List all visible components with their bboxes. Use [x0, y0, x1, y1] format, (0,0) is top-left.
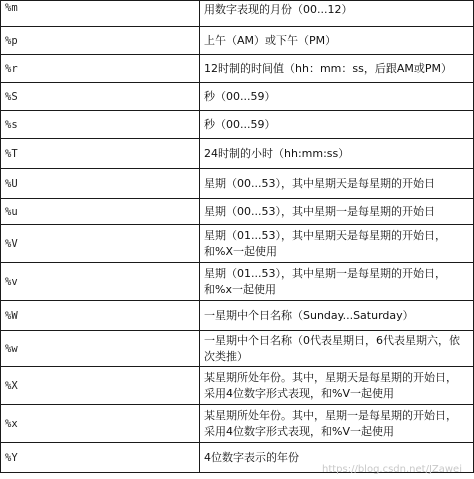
format-code-cell: %S — [1, 83, 200, 111]
description-line: 星期（01...53），其中星期天是每星期的开始日， — [204, 228, 446, 242]
description-line: 和%X一起使用 — [204, 244, 277, 258]
table-row — [1, 55, 474, 83]
table-row — [1, 139, 474, 169]
description-cell — [200, 83, 474, 111]
format-code-cell: %r — [1, 55, 200, 83]
watermark-text: https://blog.csdn.net/JZawei — [321, 464, 462, 475]
format-code-cell: %w — [1, 331, 200, 367]
description-line: 某星期所处年份。其中，星期一是每星期的开始日， — [204, 408, 457, 422]
format-code-cell: %v — [1, 263, 200, 301]
format-code-cell: %p — [1, 27, 200, 55]
format-code-cell: %s — [1, 111, 200, 139]
description-cell — [200, 225, 474, 263]
table-row — [1, 331, 474, 367]
description-line: 一星期中个日名称（0代表星期日，6代表星期六，依 — [204, 333, 460, 347]
table-row — [1, 169, 474, 199]
format-code-cell: %W — [1, 301, 200, 331]
description-line: 星期（01...53），其中星期一是每星期的开始日， — [204, 266, 446, 280]
description-line: 采用4位数字形式表现，和%V一起使用 — [204, 386, 394, 400]
description-line: 某星期所处年份。其中，星期天是每星期的开始日， — [204, 370, 457, 384]
format-code-cell: %U — [1, 169, 200, 199]
table-row — [1, 367, 474, 405]
table-row — [1, 83, 474, 111]
description-line: 一星期中个日名称（Sunday...Saturday） — [204, 308, 414, 322]
format-code-cell: %u — [1, 199, 200, 225]
description-cell — [200, 27, 474, 55]
description-line: 星期（00...53），其中星期天是每星期的开始日 — [204, 176, 435, 190]
table-row — [1, 263, 474, 301]
format-code-cell: %T — [1, 139, 200, 169]
description-line: 星期（00...53），其中星期一是每星期的开始日 — [204, 204, 435, 218]
description-cell — [200, 331, 474, 367]
description-cell — [200, 301, 474, 331]
description-cell — [200, 199, 474, 225]
format-code-cell: %X — [1, 367, 200, 405]
table-row — [1, 301, 474, 331]
table-row — [1, 405, 474, 443]
description-cell — [200, 169, 474, 199]
description-line: 和%x一起使用 — [204, 282, 276, 296]
description-line: 用数字表现的月份（00...12） — [204, 3, 353, 16]
table-row — [1, 199, 474, 225]
description-line: 4位数字表示的年份 — [204, 450, 299, 464]
format-code-cell: %V — [1, 225, 200, 263]
format-code-cell: %Y — [1, 443, 200, 473]
description-cell — [200, 405, 474, 443]
description-line: 采用4位数字形式表现，和%V一起使用 — [204, 424, 394, 438]
format-code-cell: %m — [1, 1, 200, 27]
description-cell — [200, 111, 474, 139]
description-line: 24时制的小时（hh:mm:ss） — [204, 146, 350, 160]
format-code-cell: %x — [1, 405, 200, 443]
description-cell — [200, 367, 474, 405]
table-row — [1, 111, 474, 139]
description-cell — [200, 1, 474, 27]
table-row — [1, 225, 474, 263]
description-line: 12时制的时间值（hh：mm：ss，后跟AM或PM） — [204, 61, 452, 75]
description-cell — [200, 55, 474, 83]
description-line: 秒（00...59） — [204, 117, 276, 131]
description-line: 次类推） — [204, 349, 248, 363]
table-row — [1, 27, 474, 55]
table-row — [1, 1, 474, 27]
description-line: 上午（AM）或下午（PM） — [204, 33, 337, 47]
description-line: 秒（00...59） — [204, 89, 276, 103]
table-row — [1, 443, 474, 473]
description-cell — [200, 263, 474, 301]
description-cell — [200, 443, 474, 473]
description-cell — [200, 139, 474, 169]
